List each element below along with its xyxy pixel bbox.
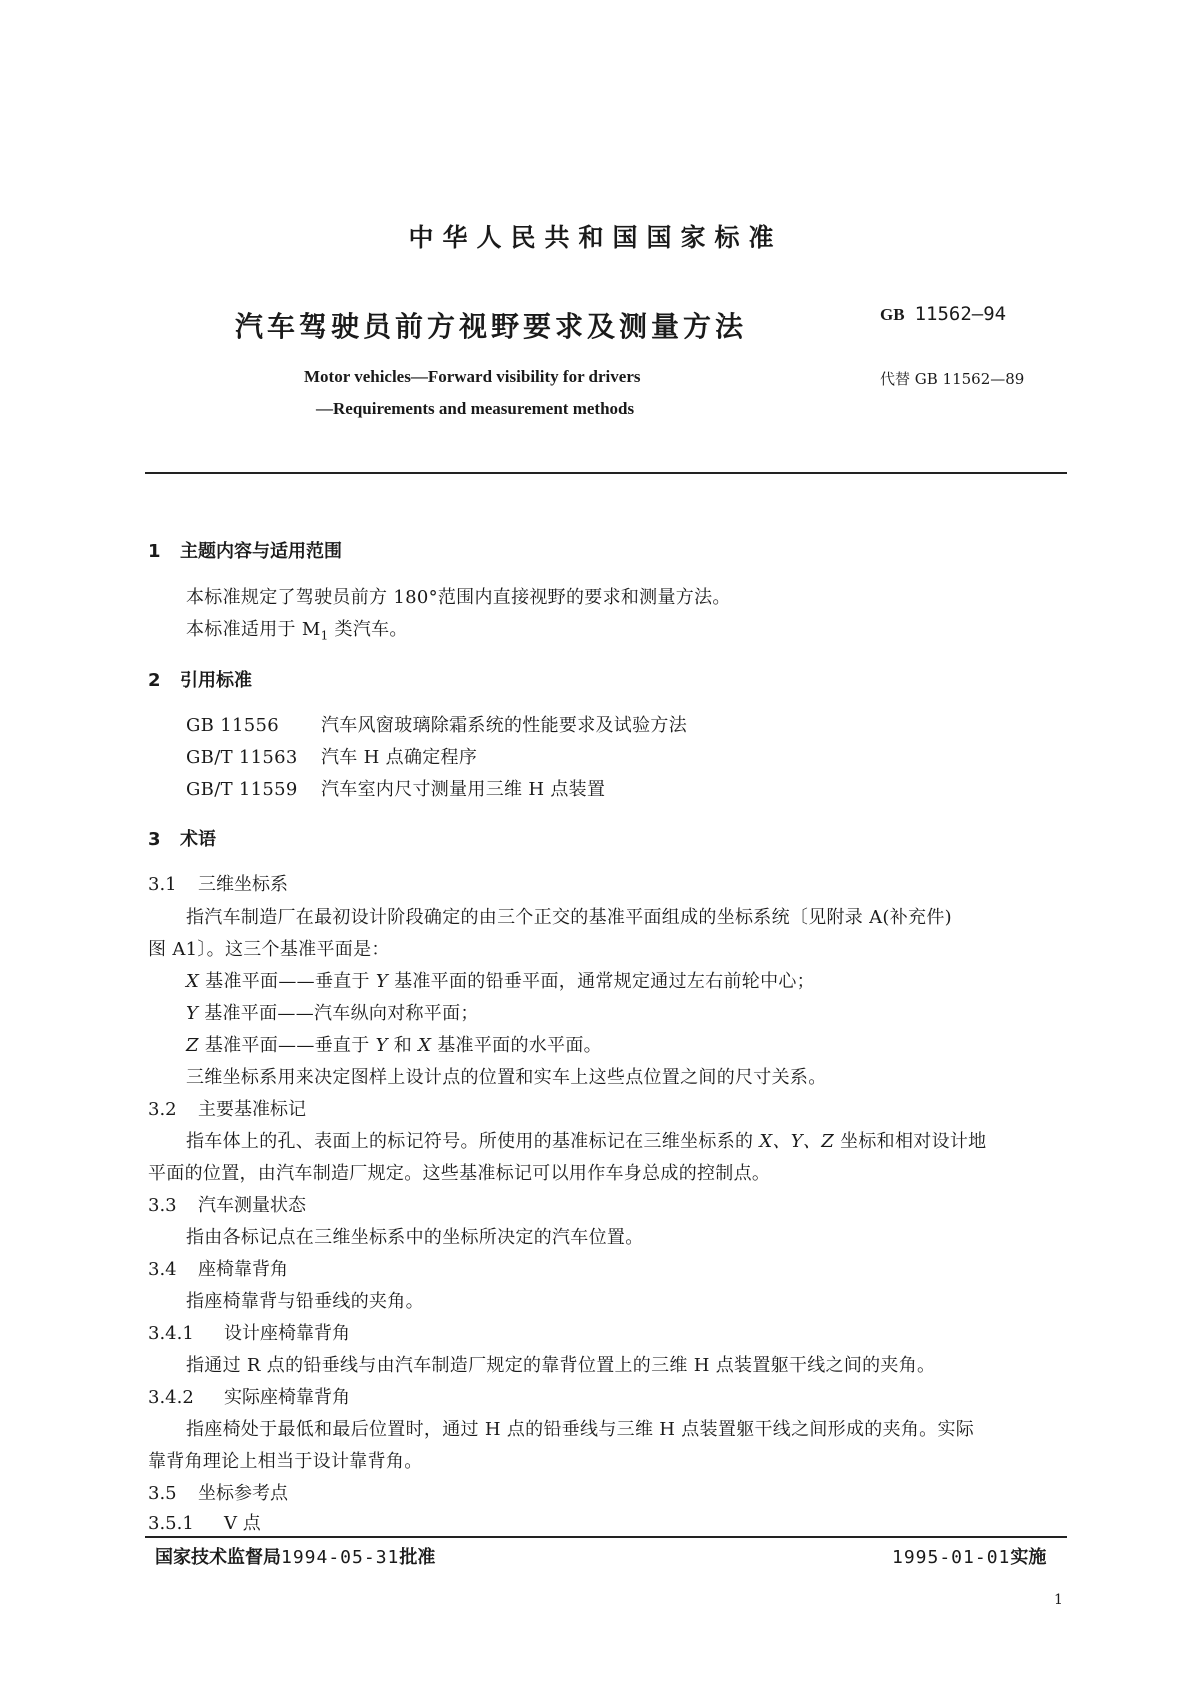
- header-divider: [145, 472, 1067, 474]
- section-number: 1: [148, 541, 161, 562]
- text-span: 基准平面——垂直于: [198, 1035, 376, 1056]
- reference-code: GB/T 11559: [186, 779, 298, 800]
- clause-number: 3.2: [148, 1099, 177, 1120]
- reference-item: [186, 743, 477, 769]
- variable-x: X: [186, 971, 200, 992]
- approval-date: 1994-05-31: [281, 1547, 400, 1568]
- variable-z: Z: [186, 1035, 199, 1056]
- variable-y: Y: [186, 1003, 199, 1024]
- text-span: 指车体上的孔、表面上的标记符号。所使用的基准标记在三维坐标系的: [186, 1131, 760, 1152]
- clause-title: 汽车测量状态: [198, 1195, 306, 1216]
- text-span: 本标准适用于 M: [186, 619, 321, 640]
- subscript: 1: [320, 628, 329, 643]
- text-span: 基准平面的水平面。: [431, 1035, 602, 1056]
- text-span: 类汽车。: [328, 619, 408, 640]
- effective-line: [892, 1543, 1046, 1569]
- reference-title: 汽车风窗玻璃除霜系统的性能要求及试验方法: [321, 715, 687, 736]
- clause-title: 设计座椅靠背角: [224, 1323, 350, 1344]
- section-1-paragraph-1: 本标准规定了驾驶员前方 180°范围内直接视野的要求和测量方法。: [186, 587, 731, 608]
- clause-3-5-1-heading: [148, 1509, 261, 1535]
- section-1-paragraph-2: [186, 615, 408, 643]
- clause-title: 坐标参考点: [198, 1483, 288, 1504]
- footer-divider: [145, 1536, 1067, 1538]
- text-span: 基准平面——垂直于: [199, 971, 376, 992]
- page-number: 1: [1054, 1592, 1063, 1608]
- section-number: 2: [148, 670, 161, 691]
- clause-number: 3.4: [148, 1259, 177, 1280]
- document-title-en-line1: Motor vehicles—Forward visibility for drivers: [304, 367, 641, 386]
- clause-3-4-2-heading: [148, 1383, 350, 1409]
- text-span: 和: [387, 1035, 419, 1056]
- variable-x: X: [418, 1035, 432, 1056]
- section-3-heading: [148, 825, 216, 851]
- section-2-heading: [148, 666, 252, 692]
- section-title: 术语: [180, 829, 216, 850]
- clause-title: 三维坐标系: [198, 874, 288, 895]
- clause-3-3-paragraph: 指由各标记点在三维坐标系中的坐标所决定的汽车位置。: [186, 1227, 644, 1248]
- effective-suffix: 实施: [1010, 1547, 1047, 1568]
- clause-number: 3.3: [148, 1195, 177, 1216]
- approval-suffix: 批准: [399, 1547, 436, 1568]
- variable-y: Y: [375, 1035, 388, 1056]
- clause-number: 3.4.2: [148, 1387, 194, 1408]
- clause-title: 主要基准标记: [198, 1099, 306, 1120]
- text-span: 基准平面的铅垂平面，通常规定通过左右前轮中心；: [388, 971, 815, 992]
- clause-3-4-2-paragraph-2: 靠背角理论上相当于设计靠背角。: [148, 1451, 423, 1472]
- national-standard-heading: 中华人民共和国国家标准: [408, 223, 783, 252]
- clause-3-2-paragraph-2: 平面的位置，由汽车制造厂规定。这些基准标记可以用作车身总成的控制点。: [148, 1163, 771, 1184]
- clause-3-5-heading: [148, 1479, 288, 1505]
- clause-3-1-paragraph-1: 指汽车制造厂在最初设计阶段确定的由三个正交的基准平面组成的坐标系统〔见附录 A(补充件): [186, 907, 952, 928]
- reference-code: GB/T 11563: [186, 747, 298, 768]
- standard-code: 11562—94: [914, 303, 1007, 325]
- clause-number: 3.4.1: [148, 1323, 194, 1344]
- section-title: 引用标准: [180, 670, 252, 691]
- document-title-cn: 汽车驾驶员前方视野要求及测量方法: [235, 310, 748, 343]
- standard-prefix: GB: [880, 305, 905, 324]
- y-plane-definition: [186, 999, 479, 1025]
- clause-3-2-paragraph-1: [186, 1127, 986, 1153]
- section-title: 主题内容与适用范围: [180, 541, 342, 562]
- effective-date: 1995-01-01: [892, 1547, 1011, 1568]
- clause-3-4-paragraph: 指座椅靠背与铅垂线的夹角。: [186, 1291, 424, 1312]
- approving-authority: 国家技术监督局: [155, 1547, 281, 1568]
- approval-line: [155, 1543, 435, 1569]
- clause-3-2-heading: [148, 1095, 306, 1121]
- standard-number: [880, 303, 1006, 325]
- clause-number: 3.5.1: [148, 1513, 194, 1534]
- clause-title: V 点: [224, 1513, 261, 1534]
- reference-title: 汽车 H 点确定程序: [321, 747, 478, 768]
- clause-3-1-paragraph-3: 三维坐标系用来决定图样上设计点的位置和实车上这些点位置之间的尺寸关系。: [186, 1067, 827, 1088]
- reference-title: 汽车室内尺寸测量用三维 H 点装置: [321, 779, 606, 800]
- replaces-note: 代替 GB 11562—89: [880, 370, 1025, 388]
- variable-y: Y: [375, 971, 389, 992]
- clause-3-1-heading: [148, 870, 288, 896]
- document-title-en-line2: —Requirements and measurement methods: [316, 399, 635, 418]
- section-number: 3: [148, 829, 161, 850]
- clause-3-4-1-heading: [148, 1319, 350, 1345]
- clause-3-4-1-paragraph: 指通过 R 点的铅垂线与由汽车制造厂规定的靠背位置上的三维 H 点装置躯干线之间的夹角。: [186, 1355, 936, 1376]
- clause-title: 座椅靠背角: [198, 1259, 288, 1280]
- x-plane-definition: [186, 967, 815, 993]
- variables-xyz: X、Y、Z: [759, 1131, 835, 1152]
- clause-title: 实际座椅靠背角: [224, 1387, 350, 1408]
- clause-3-4-2-paragraph-1: 指座椅处于最低和最后位置时，通过 H 点的铅垂线与三维 H 点装置躯干线之间形成的夹角。实际: [186, 1419, 975, 1440]
- clause-3-3-heading: [148, 1191, 306, 1217]
- clause-number: 3.5: [148, 1483, 177, 1504]
- text-span: 基准平面——汽车纵向对称平面；: [198, 1003, 479, 1024]
- text-span: 坐标和相对设计地: [834, 1131, 987, 1152]
- reference-item: [186, 775, 605, 801]
- z-plane-definition: [186, 1031, 602, 1057]
- clause-3-4-heading: [148, 1255, 288, 1281]
- clause-number: 3.1: [148, 874, 177, 895]
- section-1-heading: [148, 537, 342, 563]
- clause-3-1-paragraph-2: 图 A1〕。这三个基准平面是：: [148, 939, 390, 960]
- reference-code: GB 11556: [186, 715, 279, 736]
- reference-item: [186, 711, 687, 737]
